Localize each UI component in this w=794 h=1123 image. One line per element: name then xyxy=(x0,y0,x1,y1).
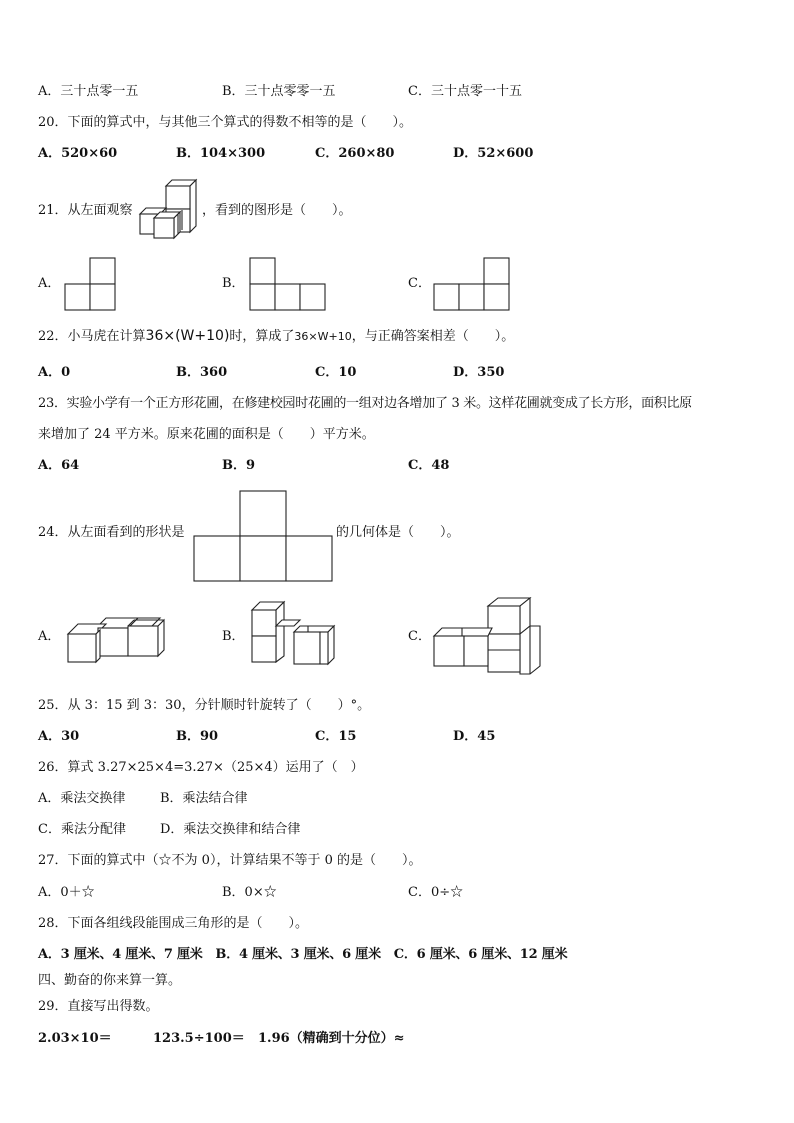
section4-heading: 四、勤奋的你来算一算。 xyxy=(38,973,182,988)
q21-option-b-figure xyxy=(248,256,328,312)
q23-stem-line1: 23．实验小学有一个正方形花圃，在修建校园时花圃的一组对边各增加了 3 米。这样花圃就变成了长方形，面积比原 xyxy=(38,396,692,411)
q21-option-c-figure xyxy=(432,256,512,312)
q19-option-b: B．三十点零零一五 xyxy=(222,84,336,99)
q25-stem: 25．从 3：15 到 3：30，分针顺时针旋转了（ ）°。 xyxy=(38,698,371,713)
q21-option-c: C． xyxy=(408,276,431,291)
q20-option-a: A．520×60 xyxy=(38,146,118,161)
q24-stem-post: 的几何体是（ ）。 xyxy=(336,525,460,540)
q29-item-3: 1.96（精确到十分位）≈ xyxy=(258,1031,405,1046)
q21-stem-post: ，看到的图形是（ ）。 xyxy=(202,203,352,218)
q23-option-c: C．48 xyxy=(408,458,450,473)
q24-option-c-figure xyxy=(432,596,544,676)
q29-item-2: 123.5÷100＝ xyxy=(153,1031,245,1046)
q25-option-b: B．90 xyxy=(176,729,219,744)
q20-option-b: B．104×300 xyxy=(176,146,266,161)
q22-stem-post: ，与正确答案相差（ ）。 xyxy=(351,329,515,344)
q23-option-b: B．9 xyxy=(222,458,256,473)
q22-option-b: B．360 xyxy=(176,365,228,380)
q21-cube-figure xyxy=(136,178,202,242)
q28-options: A．3 厘米、4 厘米、7 厘米 B．4 厘米、3 厘米、6 厘米 C．6 厘米、6 厘米、12 厘米 xyxy=(38,947,568,962)
q22-stem xyxy=(38,327,514,346)
q22-stem-pre: 22．小马虎在计算 xyxy=(38,329,146,344)
q24-option-c: C． xyxy=(408,629,431,644)
q24-option-a-figure xyxy=(64,612,168,668)
q29-stem: 29．直接写出得数。 xyxy=(38,999,159,1014)
q21-option-a-figure xyxy=(64,256,118,312)
q29-item-1: 2.03×10＝ xyxy=(38,1031,112,1046)
q27-option-b: B．0×☆ xyxy=(222,885,277,900)
q25-option-a: A．30 xyxy=(38,729,80,744)
q26-stem: 26．算式 3.27×25×4=3.27×（25×4）运用了（ ） xyxy=(38,760,364,775)
q22-stem-mid: 时，算成了 xyxy=(229,329,295,344)
q23-option-a: A．64 xyxy=(38,458,80,473)
q20-stem: 20．下面的算式中，与其他三个算式的得数不相等的是（ ）。 xyxy=(38,115,413,130)
q23-stem-line2: 来增加了 24 平方米。原来花圃的面积是（ ）平方米。 xyxy=(38,427,375,442)
q19-option-c: C．三十点零一十五 xyxy=(408,84,522,99)
q25-option-c: C．15 xyxy=(315,729,357,744)
q28-stem: 28．下面各组线段能围成三角形的是（ ）。 xyxy=(38,916,309,931)
q26-option-d: D．乘法交换律和结合律 xyxy=(160,822,301,837)
q21-option-b: B． xyxy=(222,276,245,291)
q20-option-d: D．52×600 xyxy=(453,146,534,161)
q22-expression-wrong: 36×W+10 xyxy=(294,330,352,343)
q24-option-b-figure xyxy=(248,598,342,670)
q20-option-c: C．260×80 xyxy=(315,146,395,161)
q26-option-b: B．乘法结合律 xyxy=(160,791,248,806)
q22-option-c: C．10 xyxy=(315,365,357,380)
q22-option-a: A．0 xyxy=(38,365,71,380)
q22-expression-correct: 36×(W+10) xyxy=(145,328,230,344)
q26-option-c: C．乘法分配律 xyxy=(38,822,126,837)
q26-option-a: A．乘法交换律 xyxy=(38,791,126,806)
q24-stem-pre: 24．从左面看到的形状是 xyxy=(38,525,185,540)
q21-option-a: A． xyxy=(38,276,61,291)
q27-stem: 27．下面的算式中（☆不为 0），计算结果不等于 0 的是（ ）。 xyxy=(38,853,422,868)
q25-option-d: D．45 xyxy=(453,729,496,744)
q24-option-b: B． xyxy=(222,629,245,644)
q22-option-d: D．350 xyxy=(453,365,505,380)
q24-option-a: A． xyxy=(38,629,61,644)
q27-option-c: C．0÷☆ xyxy=(408,885,464,900)
q19-option-a: A．三十点零一五 xyxy=(38,84,139,99)
q24-left-view-figure xyxy=(192,489,334,584)
q27-option-a: A．0＋☆ xyxy=(38,885,95,900)
q21-stem-pre: 21．从左面观察 xyxy=(38,203,133,218)
